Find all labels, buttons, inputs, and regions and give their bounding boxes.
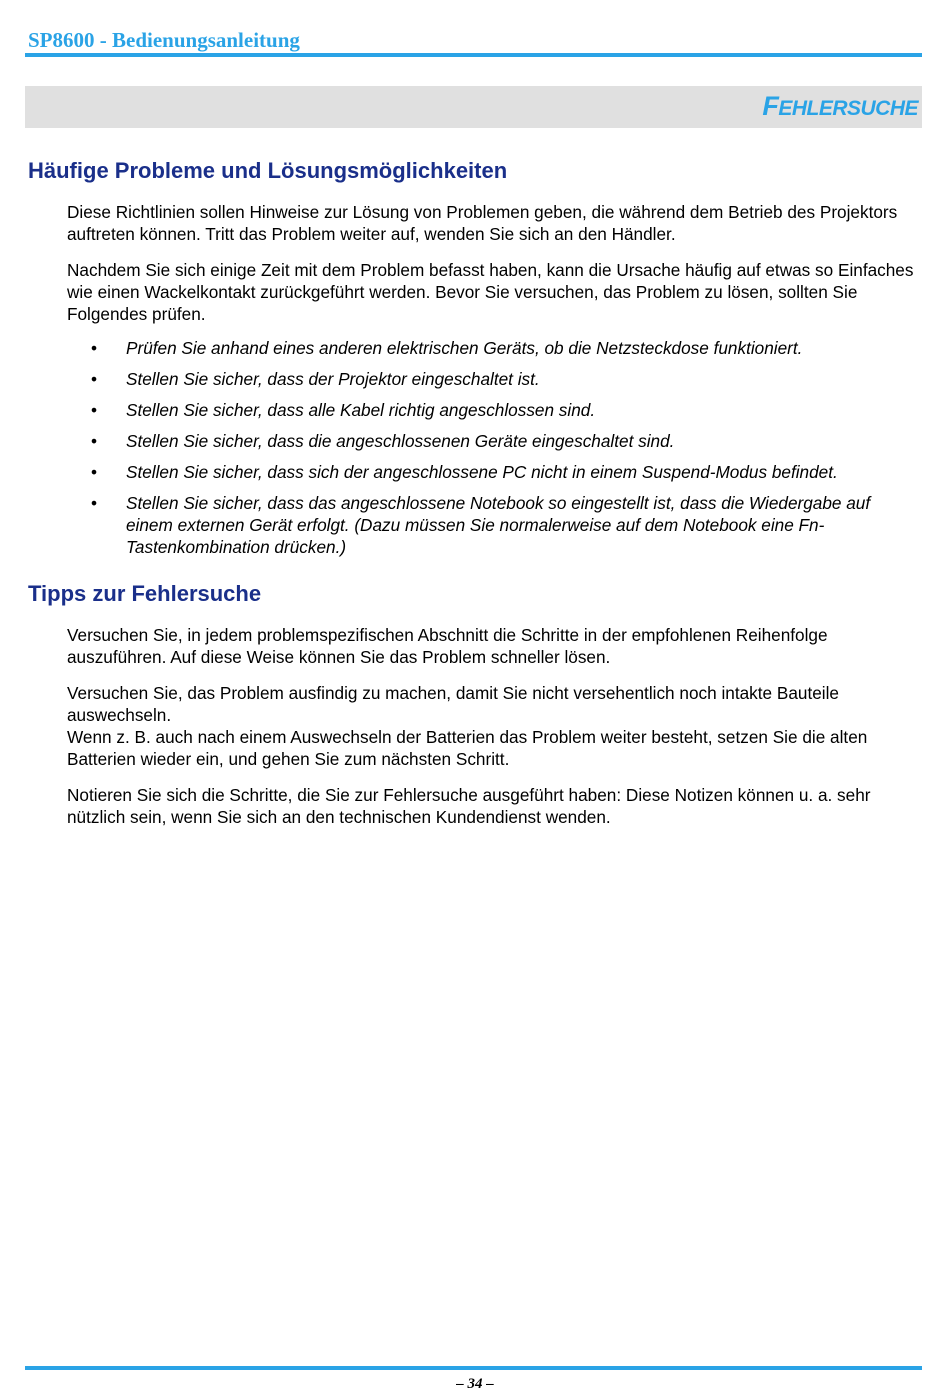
tips-paragraph-example: Wenn z. B. auch nach einem Auswechseln der Batterien das Problem weiter besteht, setzen Sie die alten Batterien wieder ein, und gehen Sie zum nächsten Schritt. — [67, 727, 868, 769]
page-number: – 34 – — [456, 1376, 494, 1392]
bullet-icon: • — [91, 338, 98, 358]
bullet-icon: • — [91, 431, 98, 451]
list-item-text: Prüfen Sie anhand eines anderen elektrischen Geräts, ob die Netzsteckdose funktioniert. — [126, 338, 803, 358]
heading-troubleshooting-tips: Tipps zur Fehlersuche — [28, 581, 262, 606]
page-content — [28, 158, 918, 828]
list-item — [28, 430, 918, 452]
list-item — [28, 399, 918, 421]
tips-paragraph-notes: Notieren Sie sich die Schritte, die Sie zur Fehlersuche ausgeführt haben: Diese Notizen können u. a. sehr nützlich sein, wenn Sie sich an den technischen Kundendienst wenden. — [67, 785, 871, 827]
section-banner — [25, 86, 922, 128]
bullet-icon: • — [91, 369, 98, 389]
tips-paragraph-isolate: Versuchen Sie, das Problem ausfindig zu machen, damit Sie nicht versehentlich noch intakte Bauteile auswechseln. — [67, 683, 839, 725]
list-item — [28, 461, 918, 483]
list-item — [28, 337, 918, 359]
bullet-icon: • — [91, 493, 98, 513]
footer-divider — [25, 1366, 922, 1370]
list-item-text: Stellen Sie sicher, dass alle Kabel richtig angeschlossen sind. — [126, 400, 596, 420]
intro-paragraph: Diese Richtlinien sollen Hinweise zur Lösung von Problemen geben, die während dem Betrieb des Projektors auftreten können. Tritt das Problem weiter auf, wenden Sie sich an den Händler. — [67, 202, 898, 244]
section-title-initial: F — [762, 91, 779, 121]
list-item-text: Stellen Sie sicher, dass die angeschlossenen Geräte eingeschaltet sind. — [126, 431, 675, 451]
list-item-text: Stellen Sie sicher, dass der Projektor eingeschaltet ist. — [126, 369, 540, 389]
preparation-paragraph: Nachdem Sie sich einige Zeit mit dem Problem befasst haben, kann die Ursache häufig auf etwas so Einfaches wie einen Wackelkontakt zurückgeführt werden. Bevor Sie versuchen, das Problem zu lösen, sollten Sie Folgendes prüfen. — [67, 260, 914, 324]
list-item-text: Stellen Sie sicher, dass das angeschlossene Notebook so eingestellt ist, dass die Wiedergabe auf einem externen Gerät erfolgt. (Dazu müssen Sie normalerweise auf dem Notebook eine Fn-Tastenkombination drücken.) — [126, 493, 871, 557]
header-divider — [25, 53, 922, 57]
bullet-icon: • — [91, 462, 98, 482]
section-title-rest: EHLERSUCHE — [778, 97, 918, 120]
checklist — [28, 337, 918, 558]
list-item — [28, 368, 918, 390]
section-title — [762, 91, 918, 122]
list-item — [28, 492, 918, 558]
bullet-icon: • — [91, 400, 98, 420]
document-title: SP8600 - Bedienungsanleitung — [28, 28, 300, 52]
tips-paragraph-order: Versuchen Sie, in jedem problemspezifischen Abschnitt die Schritte in der empfohlenen Reihenfolge auszuführen. Auf diese Weise können Sie das Problem schneller lösen. — [67, 625, 828, 667]
list-item-text: Stellen Sie sicher, dass sich der angeschlossene PC nicht in einem Suspend-Modus befindet. — [126, 462, 838, 482]
heading-common-problems: Häufige Probleme und Lösungsmöglichkeiten — [28, 158, 508, 183]
